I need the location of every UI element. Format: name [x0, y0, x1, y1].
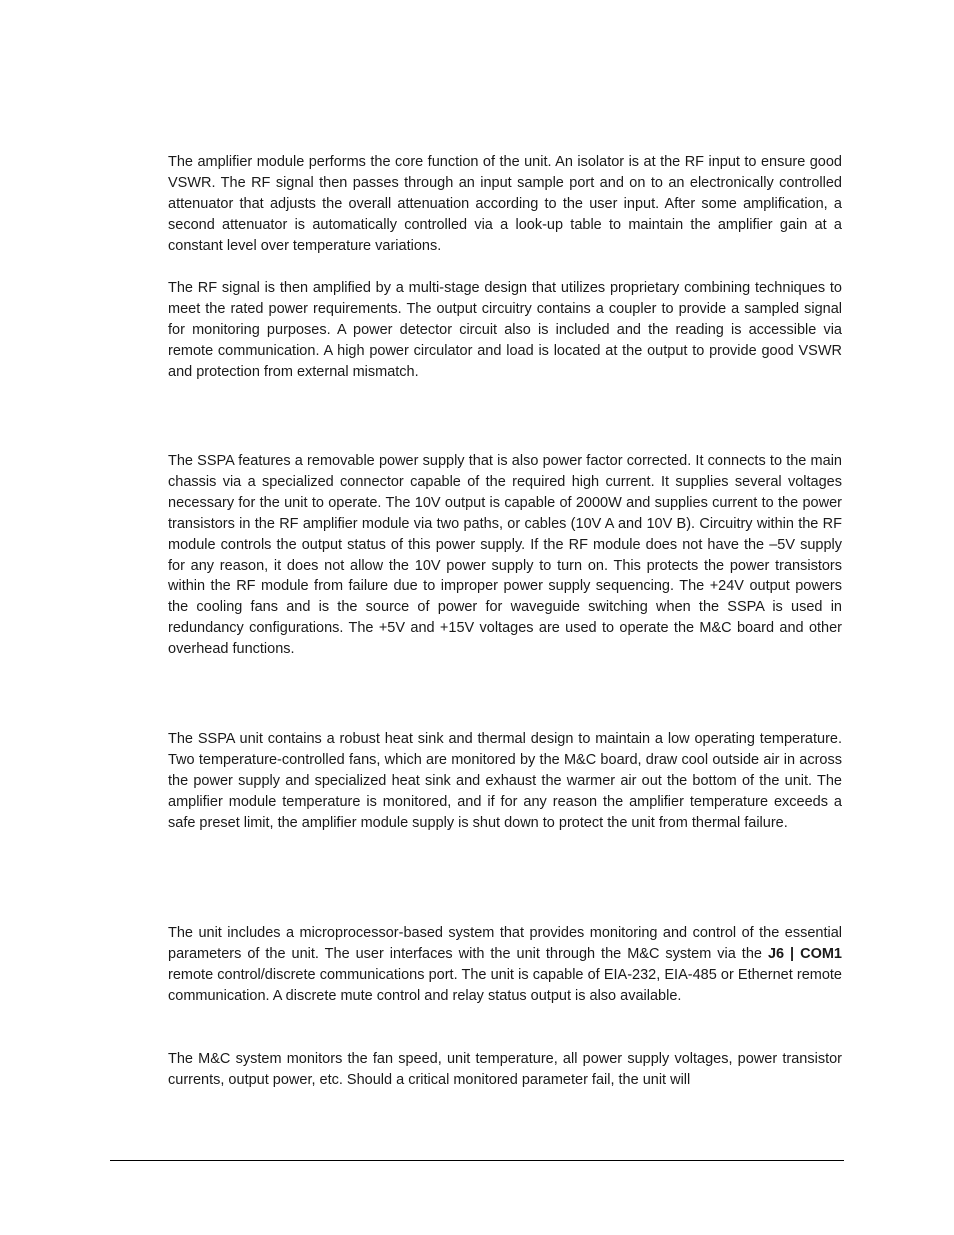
power-supply-paragraph: The SSPA features a removable power supply that is also power factor corrected. It connects to the main chassis via a specialized connector capable of the required high current. It supplies several voltages necessary for the unit to operate. The 10V output is capable of 2000W and supplies current to the power transistors in the RF amplifier module via two paths, or cables (10V A and 10V B). Circuitry within the RF module controls the output status of this power supply. If the RF module does not have the –5V supply for any reason, it does not allow the 10V power supply to turn on. This protects the power transistors within the RF module from failure due to improper power supply sequencing. The +24V output powers the cooling fans and is the source of power for waveguide switching when the SSPA is used in redundancy configurations. The +5V and +15V voltages are used to operate the M&C board and other overhead functions.	[168, 453, 842, 658]
mc-system-text-end: remote control/discrete communications port. The unit is capable of EIA-232, EIA-485 or Ethernet remote communication. A discrete mute control and relay status output is also available.	[168, 966, 842, 1004]
footer-divider	[110, 1160, 844, 1161]
com-port-label: J6 | COM1	[767, 945, 842, 962]
mc-monitor-paragraph: The M&C system monitors the fan speed, unit temperature, all power supply voltages, power transistor currents, output power, etc. Should a critical monitored parameter fail, the unit will	[168, 1051, 842, 1088]
rf-signal-paragraph: The RF signal is then amplified by a multi-stage design that utilizes proprietary combining techniques to meet the rated power requirements. The output circuitry contains a coupler to provide a sampled signal for monitoring purposes. A power detector circuit also is included and the reading is accessible via remote communication. A high power circulator and load is located at the output to provide good VSWR and protection from external mismatch.	[168, 280, 842, 380]
thermal-design-paragraph: The SSPA unit contains a robust heat sink and thermal design to maintain a low operating temperature. Two temperature-controlled fans, which are monitored by the M&C board, draw cool outside air in across the power supply and specialized heat sink and exhaust the warmer air out the bottom of the unit. The amplifier module temperature is monitored, and if for any reason the amplifier temperature exceeds a safe preset limit, the amplifier module supply is shut down to protect the unit from thermal failure.	[168, 731, 842, 831]
mc-system-text-start: The unit includes a microprocessor-based system that provides monitoring and control of the essential parameters of the unit. The user interfaces with the unit through the M&C system via the	[168, 925, 842, 962]
amplifier-module-paragraph: The amplifier module performs the core function of the unit. An isolator is at the RF input to ensure good VSWR. The RF signal then passes through an input sample port and on to an electronically controlled attenuator that adjusts the overall attenuation according to the user input. After some amplification, a second attenuator is automatically controlled via a look-up table to maintain the amplifier gain at a constant level over temperature variations.	[168, 154, 842, 254]
mc-system-paragraph	[168, 923, 842, 1007]
